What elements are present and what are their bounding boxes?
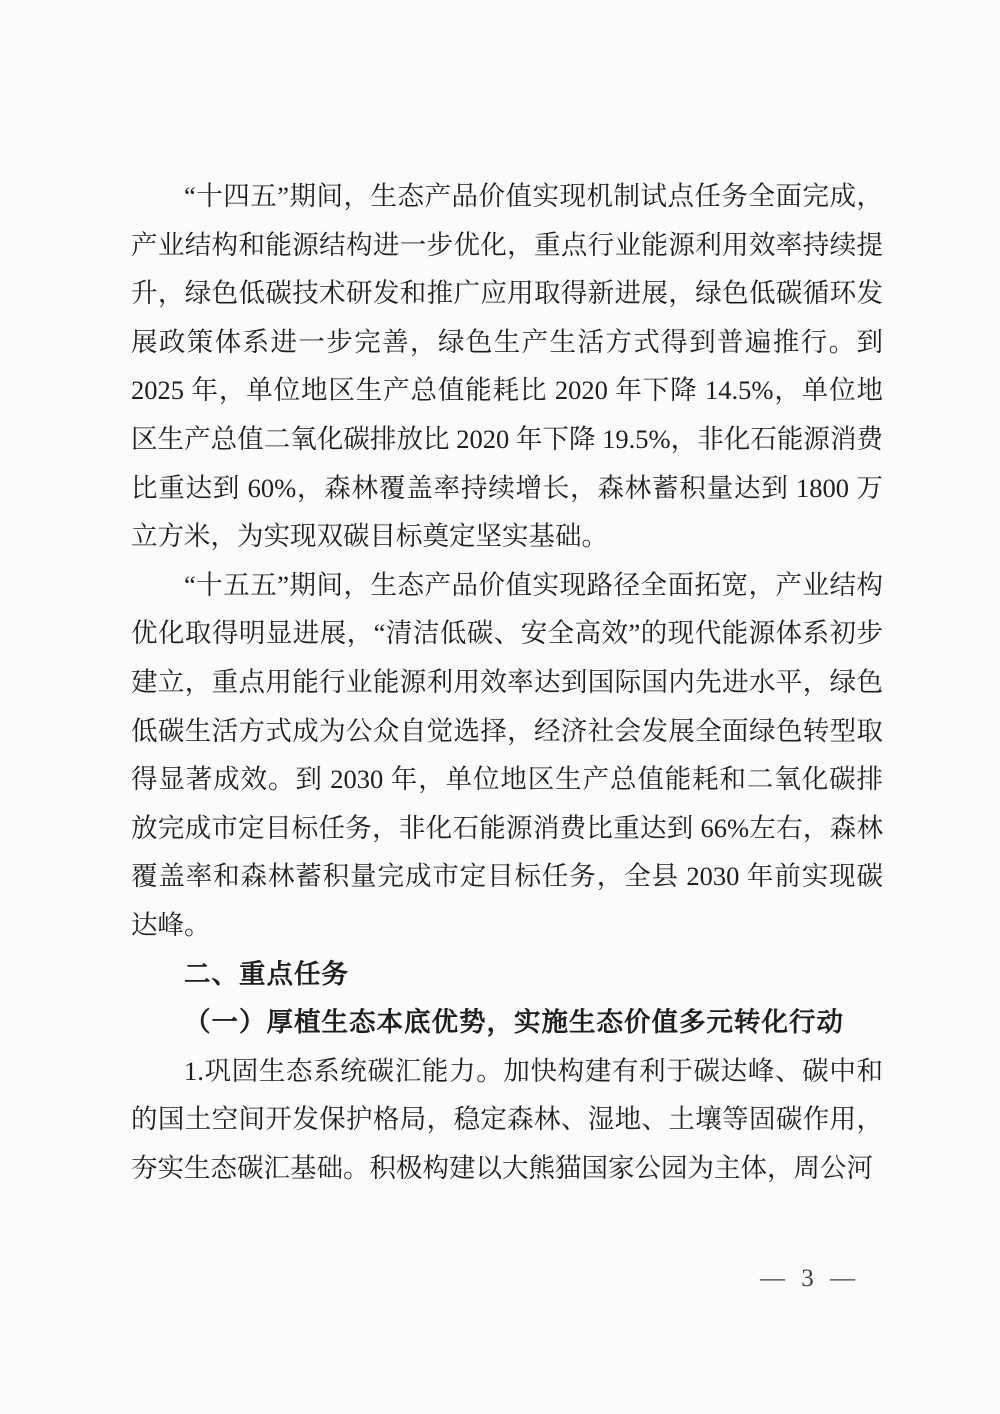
paragraph-ecosystem-carbon-sink: 1.巩固生态系统碳汇能力。加快构建有利于碳达峰、碳中和的国土空间开发保护格局，稳定森林、湿地、土壤等固碳作用，夯实生态碳汇基础。积极构建以大熊猫国家公园为主体，周公河 [131, 1055, 883, 1183]
paragraph-14th-five-year-goals: “十四五”期间，生态产品价值实现机制试点任务全面完成，产业结构和能源结构进一步优化，重点行业能源利用效率持续提升，绿色低碳技术研发和推广应用取得新进展，绿色低碳循环发展政策体系进一步完善，绿色生产生活方式得到普遍推行。到 2025 年，单位地区生产总值能耗比 2020 年下降 14.5%，单位地区生产总值二氧化碳排放比 2020 年下降 19.5%，非化石能源消费比重达到 60%，森林覆盖率持续增长，森林蓄积量达到 1800 万立方米，为实现双碳目标奠定坚实基础。 [131, 181, 883, 552]
page-number: — 3 — [760, 1265, 860, 1292]
document-body [131, 172, 883, 1192]
paragraph-15th-five-year-goals: “十五五”期间，生态产品价值实现路径全面拓宽，产业结构优化取得明显进展，“清洁低碳、安全高效”的现代能源体系初步建立，重点用能行业能源利用效率达到国际国内先进水平，绿色低碳生活方式成为公众自觉选择，经济社会发展全面绿色转型取得显著成效。到 2030 年，单位地区生产总值能耗和二氧化碳排放完成市定目标任务，非化石能源消费比重达到 66%左右，森林覆盖率和森林蓄积量完成市定目标任务，全县 2030 年前实现碳达峰。 [131, 569, 883, 940]
subsection-heading-ecological-value-action: （一）厚植生态本底优势，实施生态价值多元转化行动 [184, 1007, 844, 1038]
section-heading-key-tasks: 二、重点任务 [184, 958, 349, 989]
page-footer [715, 1234, 860, 1324]
